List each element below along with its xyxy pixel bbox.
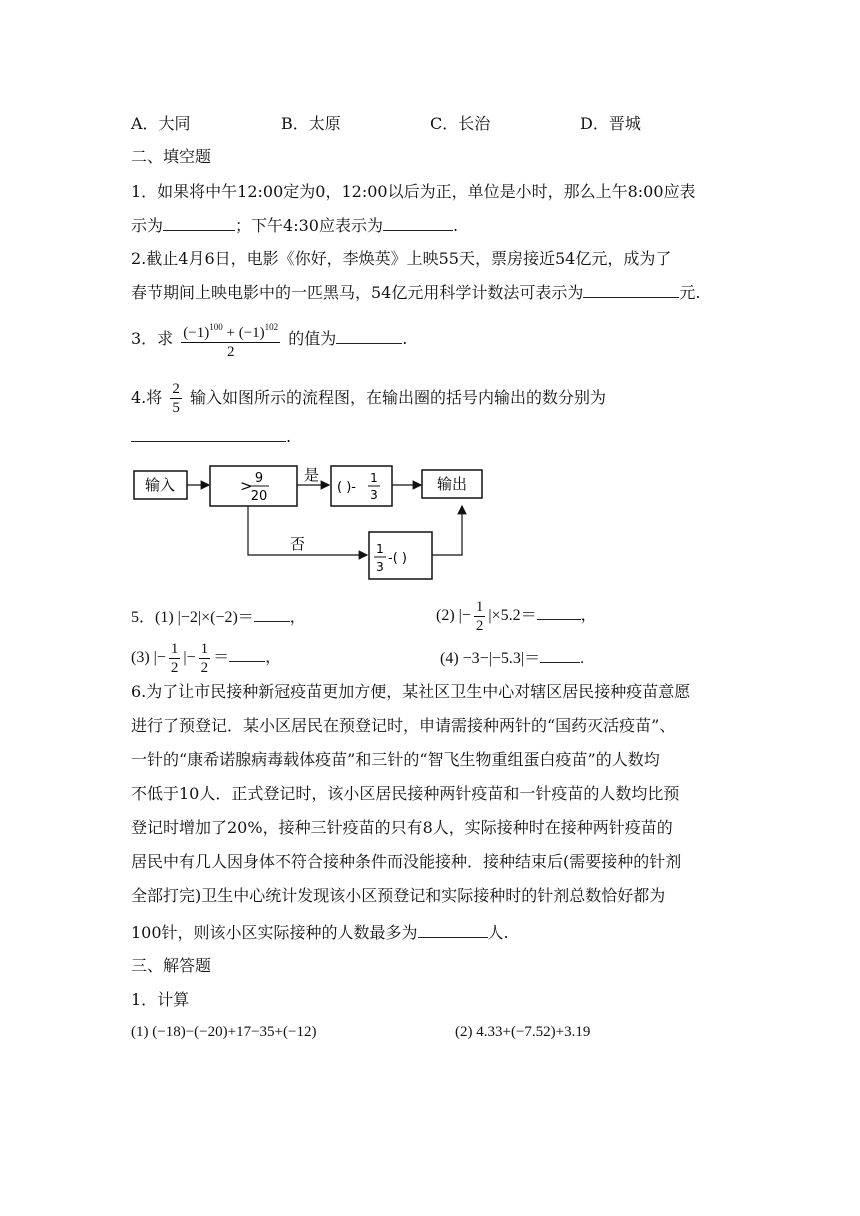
q6-line-1: 6.为了让市民接种新冠疫苗更加方便，某社区卫生中心对辖区居民接种疫苗意愿 (131, 682, 691, 701)
option-b: B．太原 (281, 114, 341, 133)
q5-p2-fraction (474, 598, 486, 635)
q5-p3-num1: 1 (170, 640, 179, 657)
flow-no-num: 1 (376, 542, 384, 556)
flow-cond-den: 20 (250, 489, 268, 504)
section-title-solve: 三、解答题 (131, 956, 212, 975)
q6-line-2: 进行了预登记．某小区居民在预登记时，申请需接种两针的“国药灭活疫苗”、 (131, 716, 676, 735)
q5-blank-4 (540, 646, 580, 663)
q3-term-a: (−1) (183, 325, 210, 341)
q5-p2-num: 1 (475, 598, 484, 615)
q6-line-7: 全部打完)卫生中心统计发现该小区预登记和实际接种时的针剂总数恰好都为 (131, 886, 666, 905)
q2-text-a: 春节期间上映电影中的一匹黑马，54亿元用科学计数法可表示为 (131, 283, 584, 302)
flow-input-label: 输入 (144, 476, 176, 494)
option-a: A．大同 (131, 114, 191, 133)
q5-p4-end: . (580, 650, 585, 667)
s3-expr-2 (455, 1021, 590, 1043)
q3-exp-b: 102 (264, 322, 279, 332)
flow-yes-num: 1 (370, 471, 378, 485)
q5-blank-3 (229, 645, 265, 662)
q5-p2-den: 2 (475, 617, 484, 634)
flow-arrow-no (248, 506, 367, 555)
flow-no-den: 3 (376, 560, 384, 574)
q5-p3-b: |− (183, 649, 196, 666)
q5-p3-num2: 1 (200, 640, 209, 657)
q2-line1: 2.截止4月6日，电影《你好，李焕英》上映55天，票房接近54亿元，成为了 (131, 249, 672, 268)
q5-p3-fraction-1 (169, 640, 181, 677)
flow-yes-label: 是 (304, 466, 320, 484)
flow-cond-num: 9 (254, 471, 264, 486)
q5-p3-c: ＝ (213, 649, 230, 666)
q5-p1: 5．(1) |−2|×(−2)＝ (131, 609, 254, 626)
flow-output-label: 输出 (436, 475, 468, 493)
q1-text-a: 示为 (131, 216, 164, 235)
q1-line1: 1．如果将中午12:00定为0，12:00以后为正，单位是小时，那么上午8:00应表 (131, 182, 696, 201)
q5-p2-end: ， (580, 607, 597, 624)
q5-p3-fraction-2 (199, 640, 211, 677)
s3-expr1-label: (1) (131, 1024, 149, 1040)
q5-row1-left (131, 600, 306, 636)
q1-text-b: ；下午4:30应表示为 (235, 216, 383, 235)
q5-blank-1 (254, 605, 290, 622)
q6-line-3: 一针的“康希诺腺病毒载体疫苗”和三针的“智飞生物重组蛋白疫苗”的人数均 (131, 750, 660, 769)
q5-p3-end: ， (265, 649, 282, 666)
flow-arrow-no-out (432, 506, 462, 555)
q1-text-c: . (452, 216, 459, 235)
option-c: C．长治 (430, 114, 491, 133)
q3-end: . (402, 329, 408, 348)
q5-blank-2 (537, 603, 581, 620)
option-d: D．晋城 (580, 114, 641, 133)
q4-frac-den: 5 (172, 400, 180, 416)
flow-yes-den: 3 (370, 488, 378, 502)
section-title-fill-blank: 二、填空题 (131, 147, 212, 166)
q5-p2-b: |×5.2＝ (488, 607, 537, 624)
q5-p3-a: (3) |− (131, 649, 166, 666)
q5-p2-a: (2) |− (436, 607, 471, 624)
q3-prefix: 3．求 (131, 329, 174, 348)
q5-p4: (4) −3−|−5.3|＝ (440, 650, 541, 667)
q6-last-a: 100针，则该小区实际接种的人数最多为 (131, 923, 418, 942)
q4-prefix: 4.将 (131, 388, 163, 407)
q5-p3-den2: 2 (200, 659, 209, 676)
q5-row2-left (131, 638, 281, 678)
flow-no-label: 否 (290, 535, 306, 553)
q5-p1-end: ， (289, 609, 306, 626)
s3-expr2-text: 4.33+(−7.52)+3.19 (476, 1024, 591, 1040)
q4-suffix: 输入如图所示的流程图，在输出圈的括号内输出的数分别为 (189, 388, 606, 407)
q5-row1-right (436, 596, 597, 636)
q3-term-b: + (−1) (222, 325, 265, 341)
s3-expr-1 (131, 1021, 316, 1043)
q6-line-4: 不低于10人．正式登记时，该小区居民接种两针疫苗和一针疫苗的人数均比预 (131, 784, 680, 803)
q3-exp-a: 100 (209, 322, 223, 332)
flow-cond-prefix: > (240, 477, 253, 495)
q6-line-8 (131, 921, 509, 944)
q4-frac-num: 2 (172, 381, 180, 397)
q6-last-b: 人. (487, 923, 509, 942)
q2-text-b: 元. (679, 283, 701, 302)
s3-q1-title: 1．计算 (131, 990, 190, 1009)
flow-no-suffix: -( ) (388, 551, 407, 566)
q3-suffix: 的值为 (288, 329, 337, 348)
q5-p3-den1: 2 (170, 659, 179, 676)
q3-denominator: 2 (226, 344, 235, 360)
flow-yes-prefix: ( )- (337, 480, 356, 495)
q4-end: . (286, 427, 292, 446)
q6-line-6: 居民中有几人因身体不符合接种条件而没能接种．接种结束后(需要接种的针剂 (131, 852, 682, 871)
q5-row2-right (440, 646, 584, 671)
q6-blank (418, 921, 488, 938)
s3-expr2-label: (2) (455, 1024, 473, 1040)
s3-expr1-text: (−18)−(−20)+17−35+(−12) (152, 1024, 317, 1040)
q6-line-5: 登记时增加了20%，接种三针疫苗的只有8人，实际接种时在接种两针疫苗的 (131, 818, 673, 837)
